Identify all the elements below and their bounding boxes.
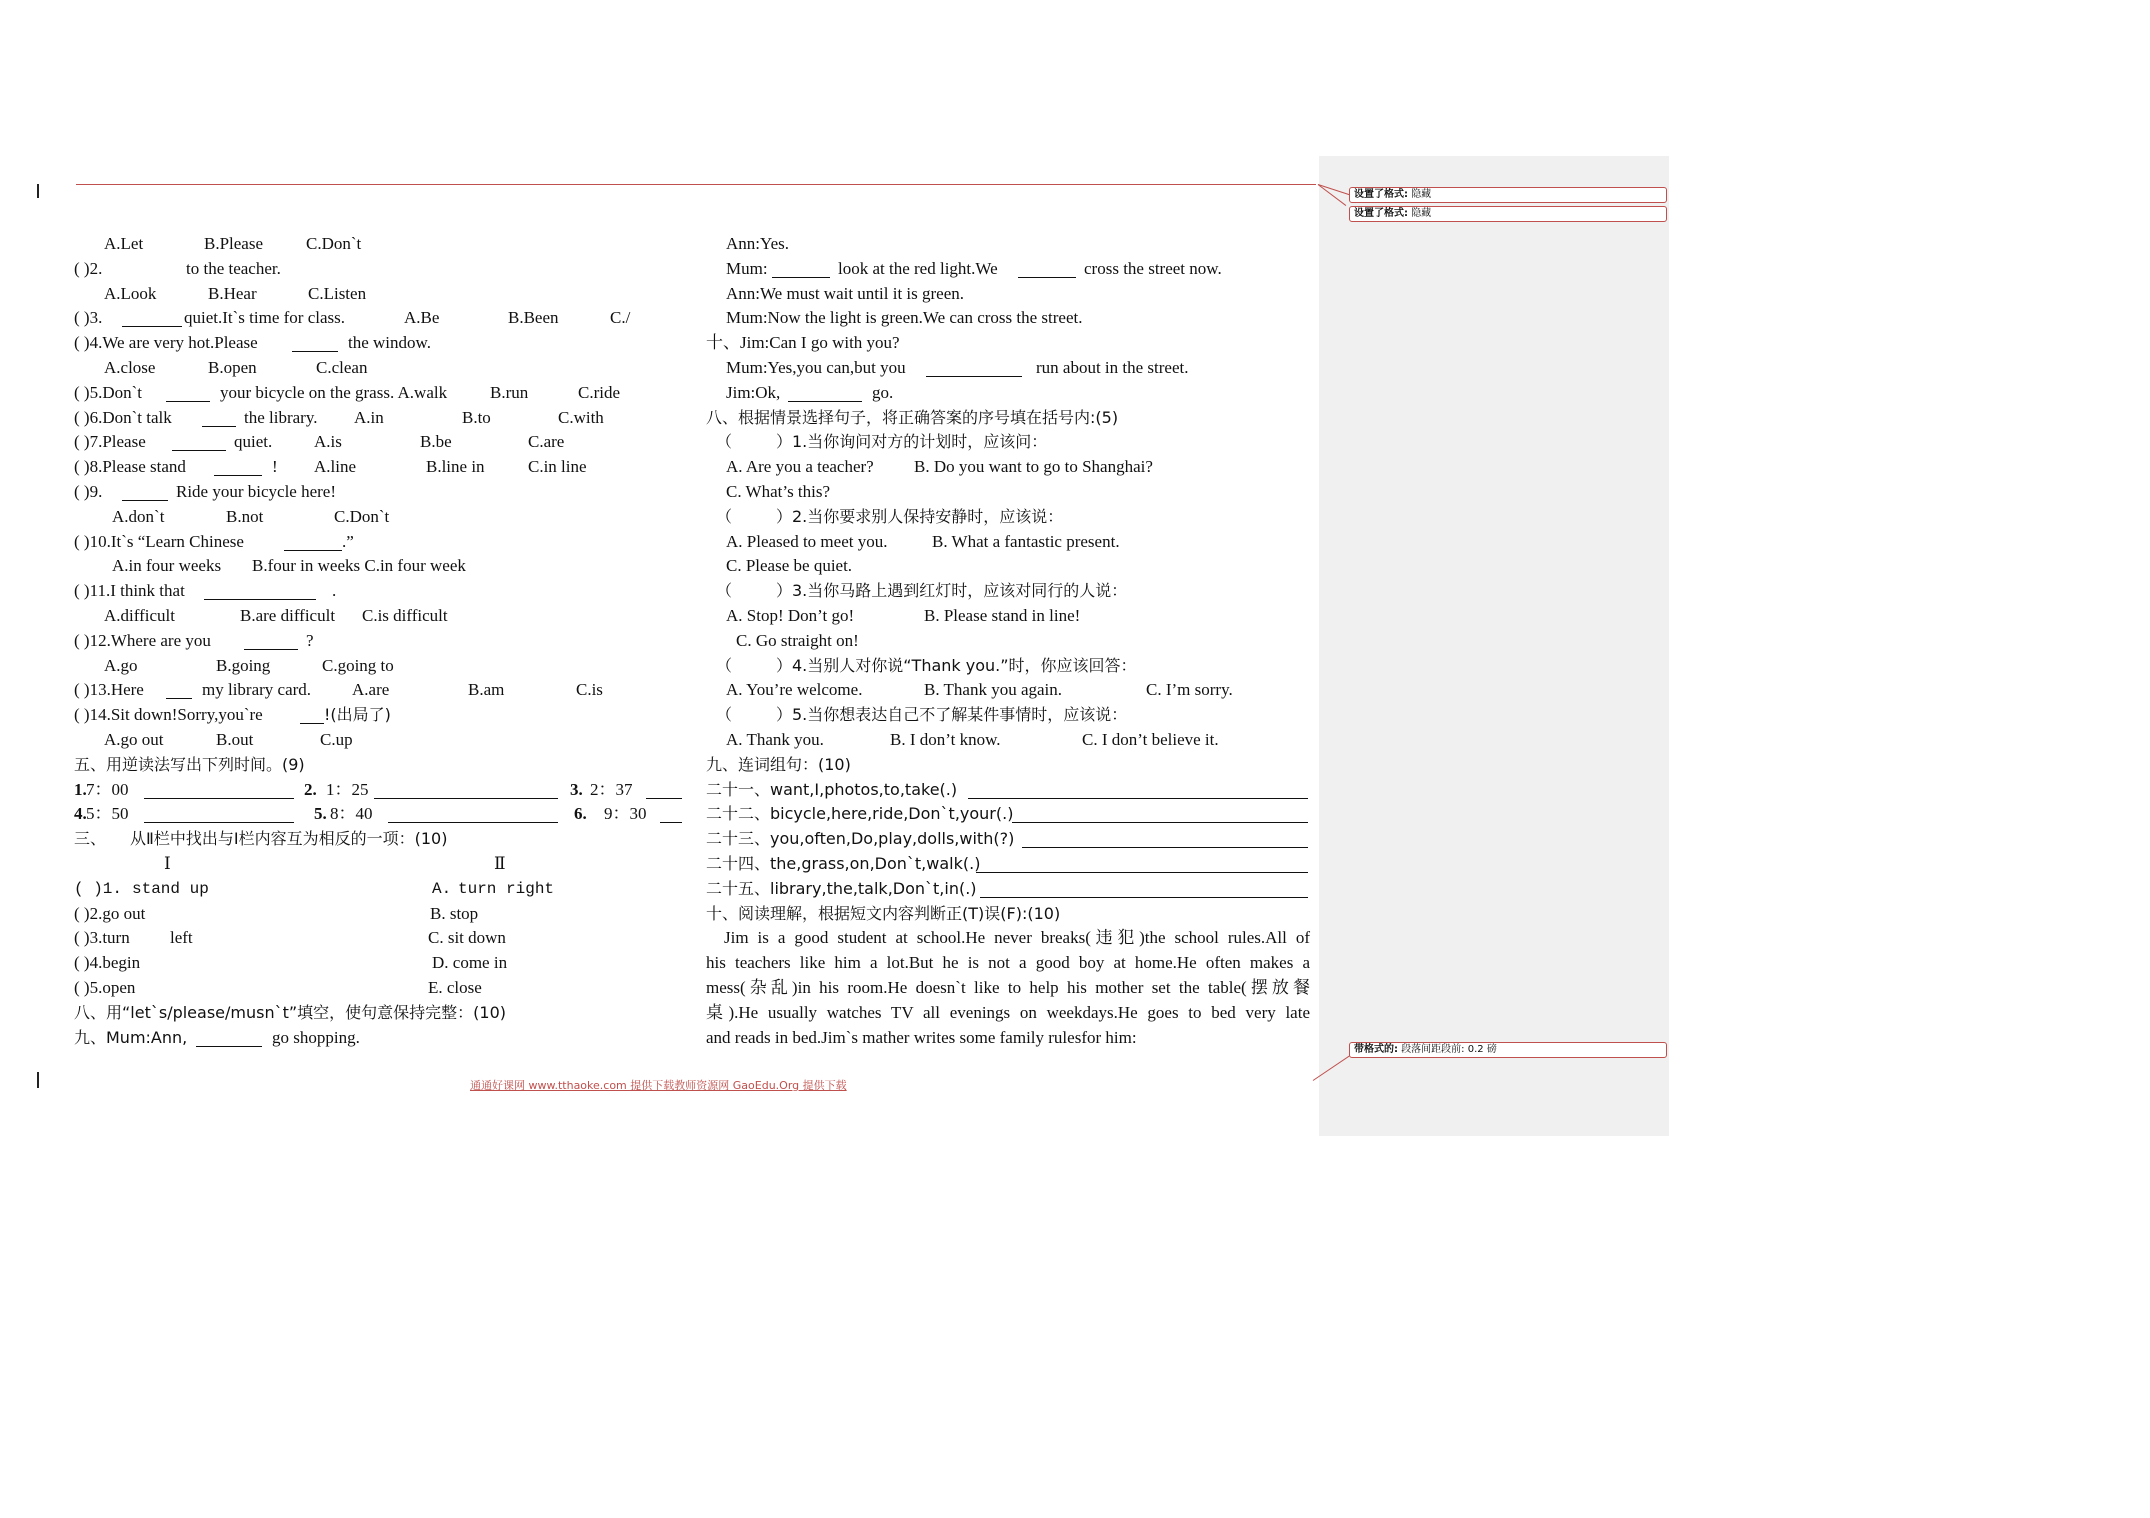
- left-column: [74, 232, 684, 1050]
- dialogue-line: [74, 1026, 684, 1051]
- option-line: [706, 629, 1316, 654]
- match-item: stand up: [132, 879, 209, 898]
- match-option: A.: [432, 879, 452, 898]
- section-title: 八、根据情景选择句子，将正确答案的序号填在括号内:(5): [706, 407, 1119, 427]
- option-c: C.with: [558, 407, 604, 427]
- option-c: C. I don’t believe it.: [1082, 729, 1219, 749]
- question-line: [74, 678, 684, 703]
- question-text: ( )11.I think that: [74, 581, 185, 601]
- option-b: B.line in: [426, 457, 485, 477]
- question-line: [74, 455, 684, 480]
- reading-text: Jim is a good student at school.He never breaks(违犯)the school rules.All of: [724, 928, 1310, 948]
- answer-blank[interactable]: [300, 705, 324, 724]
- answer-blank[interactable]: [292, 333, 338, 352]
- option-b: B.going: [216, 655, 271, 675]
- option-b: B.Hear: [208, 283, 257, 303]
- answer-blank[interactable]: [374, 780, 558, 799]
- answer-blank[interactable]: [1012, 804, 1308, 823]
- question-line: [74, 257, 684, 282]
- option-c: C. Please be quiet.: [726, 556, 853, 576]
- question-line: [706, 654, 1316, 679]
- match-row: [74, 926, 684, 951]
- question-text: to the teacher.: [186, 258, 281, 278]
- question-text: your bicycle on the grass. A.walk: [220, 382, 448, 402]
- reading-line: [706, 1001, 1316, 1026]
- option-line: [706, 604, 1316, 629]
- question-text: ?: [306, 630, 314, 650]
- option-a: A.go out: [104, 729, 164, 749]
- answer-blank[interactable]: [122, 482, 168, 501]
- option-b: B.be: [420, 432, 452, 452]
- question-text: .: [332, 581, 337, 601]
- balloon-label: 设置了格式:: [1354, 208, 1408, 219]
- balloon-value: 隐藏: [1411, 208, 1432, 219]
- option-a: A. Are you a teacher?: [726, 457, 874, 477]
- answer-blank[interactable]: [1022, 829, 1308, 848]
- answer-blank[interactable]: [166, 383, 210, 402]
- dialogue-text: Mum:: [726, 258, 768, 278]
- reading-text: mess(杂乱)in his room.He doesn`t like to help his mother set the table(摆放餐: [706, 977, 1310, 997]
- section-title: 八、用“let`s/please/musn`t”填空，使句意保持完整：(10): [74, 1002, 507, 1022]
- option-c: C.is difficult: [362, 605, 448, 625]
- option-line: [74, 554, 684, 579]
- match-row: [74, 877, 684, 902]
- question-number: ( )8.Please stand: [74, 457, 186, 477]
- match-item: ( )2.go out: [74, 903, 146, 923]
- option-c: C. I’m sorry.: [1146, 680, 1233, 700]
- option-c: C.Listen: [308, 283, 367, 303]
- match-option: C. sit down: [428, 928, 506, 948]
- option-b: B.Been: [508, 308, 559, 328]
- answer-blank[interactable]: [772, 259, 830, 278]
- option-line: [706, 678, 1316, 703]
- question-line: [74, 530, 684, 555]
- option-b: B. Please stand in line!: [924, 605, 1081, 625]
- question-text: quiet.: [234, 432, 273, 452]
- option-a: A.is: [314, 432, 342, 452]
- dialogue-line: [706, 331, 1316, 356]
- balloon-value: 隐藏: [1411, 189, 1432, 200]
- revision-line-top: [76, 184, 1316, 185]
- item-number: 3.: [570, 779, 583, 799]
- time-line: [74, 802, 684, 827]
- sentence-prompt: 二十四、the,grass,on,Don`t,walk(.): [706, 853, 981, 873]
- section-title: 十、阅读理解，根据短文内容判断正(T)误(F):(10): [706, 903, 1061, 923]
- dialogue-text: 十、Jim:Can I go with you?: [706, 333, 900, 353]
- answer-blank[interactable]: [980, 879, 1308, 898]
- option-line: [706, 728, 1316, 753]
- option-b: B.to: [462, 407, 491, 427]
- section-heading: [706, 753, 1316, 778]
- dialogue-text: run about in the street.: [1036, 357, 1189, 377]
- answer-blank[interactable]: [144, 804, 294, 823]
- option-a: A.close: [104, 357, 156, 377]
- question-line: [74, 703, 684, 728]
- option-line: [74, 604, 684, 629]
- answer-blank[interactable]: [1018, 259, 1076, 278]
- option-a: A.Be: [404, 308, 440, 328]
- margin-mark-bottom: [37, 1072, 39, 1088]
- answer-blank[interactable]: [202, 408, 236, 427]
- balloon-label: 设置了格式:: [1354, 189, 1408, 200]
- sentence-item: [706, 852, 1316, 877]
- item-number: 4.: [74, 804, 87, 824]
- answer-blank[interactable]: [284, 532, 342, 551]
- sentence-prompt: 二十二、bicycle,here,ride,Don`t,your(.): [706, 804, 1014, 824]
- question-text: ）2.当你要求别人保持安静时，应该说：: [776, 506, 1064, 526]
- question-number: ( )5.Don`t: [74, 382, 142, 402]
- question-text: ( )4.We are very hot.Please: [74, 333, 258, 353]
- question-number: ( )13.Here: [74, 680, 144, 700]
- dialogue-text: go.: [872, 382, 894, 402]
- reading-line: [706, 976, 1316, 1001]
- option-line: [74, 232, 684, 257]
- column-i-header: Ⅰ: [164, 853, 171, 873]
- reading-text: and reads in bed.Jim`s mather writes some family rulesfor him:: [706, 1027, 1137, 1047]
- question-number: ( )9.: [74, 481, 103, 501]
- option-line: [74, 282, 684, 307]
- section-title: 五、用逆读法写出下列时间。(9): [74, 754, 305, 774]
- question-line: [74, 381, 684, 406]
- answer-bracket: （: [716, 432, 733, 452]
- right-column: [706, 232, 1316, 1050]
- option-b: B. Do you want to go to Shanghai?: [914, 457, 1153, 477]
- question-text: quiet.It`s time for class.: [184, 308, 345, 328]
- dialogue-line: [706, 232, 1316, 257]
- option-c: C.are: [528, 432, 565, 452]
- dialogue-text: 九、Mum:Ann,: [74, 1027, 188, 1047]
- answer-bracket: （: [716, 655, 733, 675]
- answer-blank[interactable]: [660, 804, 682, 823]
- question-text: Ride your bicycle here!: [176, 481, 337, 501]
- question-text: ( )14.Sit down!Sorry,you`re: [74, 705, 263, 725]
- option-a: A.don`t: [112, 506, 165, 526]
- question-text: ）5.当你想表达自己不了解某件事情时，应该说：: [776, 705, 1128, 725]
- option-c: C.clean: [316, 357, 368, 377]
- time-line: [74, 778, 684, 803]
- answer-blank[interactable]: [646, 780, 682, 799]
- sentence-prompt: 二十一、want,I,photos,to,take(.): [706, 779, 958, 799]
- option-b: B. Thank you again.: [924, 680, 1063, 700]
- section-heading: [706, 902, 1316, 927]
- dialogue-text: Ann:Yes.: [726, 234, 789, 253]
- question-line: [74, 306, 684, 331]
- match-option: D. come in: [432, 953, 508, 973]
- question-line: [74, 480, 684, 505]
- time-value: 9：30: [604, 804, 647, 824]
- revision-balloon[interactable]: [1349, 206, 1667, 222]
- dialogue-line: [706, 356, 1316, 381]
- question-line: [706, 430, 1316, 455]
- match-item: left: [170, 928, 193, 948]
- match-item: ( )4.begin: [74, 953, 141, 973]
- markup-pane: [1319, 156, 1669, 1136]
- time-value: 5：50: [86, 804, 129, 824]
- option-b: B.out: [216, 729, 254, 749]
- answer-blank[interactable]: [244, 631, 298, 650]
- item-number: 5.: [314, 804, 327, 824]
- option-c: C.Don`t: [334, 506, 390, 526]
- option-b: B.four in weeks C.in four week: [252, 556, 466, 576]
- option-line: [706, 530, 1316, 555]
- section-heading: [706, 406, 1316, 431]
- option-a: A.in four weeks: [112, 556, 222, 576]
- match-item: ( )3.turn: [74, 928, 130, 948]
- revision-balloon[interactable]: [1349, 187, 1667, 203]
- revision-balloon[interactable]: [1349, 1042, 1667, 1058]
- option-c: C./: [610, 308, 631, 328]
- dialogue-text: cross the street now.: [1084, 258, 1222, 278]
- option-a: A.are: [352, 680, 390, 700]
- answer-blank[interactable]: [122, 308, 182, 327]
- match-row: [74, 902, 684, 927]
- question-number: ( )2.: [74, 258, 103, 278]
- question-number: ( )6.Don`t talk: [74, 407, 172, 427]
- column-headers: [74, 852, 684, 877]
- reading-line: [706, 951, 1316, 976]
- question-line: [74, 579, 684, 604]
- question-text: ）3.当你马路上遇到红灯时，应该对同行的人说：: [776, 581, 1128, 601]
- option-a: A.Look: [104, 283, 157, 303]
- time-value: 1：25: [326, 779, 369, 799]
- dialogue-line: [706, 306, 1316, 331]
- sentence-item: [706, 877, 1316, 902]
- answer-blank[interactable]: [166, 680, 192, 699]
- question-text: !: [272, 457, 278, 477]
- option-line: [74, 356, 684, 381]
- answer-blank[interactable]: [388, 804, 558, 823]
- column-ii-header: Ⅱ: [494, 853, 506, 873]
- option-a: A.line: [314, 457, 357, 477]
- option-line: [706, 455, 1316, 480]
- option-a: A. Pleased to meet you.: [726, 531, 888, 551]
- time-value: 2：37: [590, 779, 633, 799]
- sentence-item: [706, 802, 1316, 827]
- answer-blank[interactable]: [172, 432, 226, 451]
- dialogue-line: [706, 257, 1316, 282]
- option-line: [74, 654, 684, 679]
- item-number: 1.: [74, 779, 87, 799]
- option-a: A. Stop! Don’t go!: [726, 605, 855, 625]
- dialogue-text: look at the red light.We: [838, 258, 998, 278]
- option-c: C.ride: [578, 382, 621, 402]
- question-text: my library card.: [202, 680, 312, 700]
- option-b: B.am: [468, 680, 505, 700]
- item-number: 2.: [304, 779, 317, 799]
- margin-mark-top: [37, 184, 39, 198]
- question-text: !(出局了): [324, 705, 391, 725]
- question-line: [74, 629, 684, 654]
- reading-text: his teachers like him a lot.But he is not a good boy at home.He often makes a: [706, 953, 1310, 973]
- section-title: 九、连词组句：(10): [706, 754, 851, 774]
- option-b: B.are difficult: [240, 605, 336, 625]
- question-line: [706, 505, 1316, 530]
- dialogue-text: Jim:Ok,: [726, 382, 781, 402]
- option-line: [706, 554, 1316, 579]
- dialogue-text: Mum:Now the light is green.We can cross the street.: [726, 308, 1083, 328]
- option-c: C.is: [576, 680, 603, 700]
- option-c: C.going to: [322, 655, 394, 675]
- time-value: 7：00: [86, 779, 129, 799]
- question-text: the library.: [244, 407, 318, 427]
- option-b: B.open: [208, 357, 257, 377]
- balloon-label: 带格式的:: [1354, 1044, 1398, 1055]
- balloon-value: 段落间距段前: 0.2 磅: [1401, 1044, 1497, 1055]
- question-text: ( )12.Where are you: [74, 630, 211, 650]
- question-text: ）4.当别人对你说“Thank you.”时，你应该回答：: [776, 655, 1137, 675]
- question-line: [74, 331, 684, 356]
- answer-blank[interactable]: [788, 383, 862, 402]
- option-c: C. Go straight on!: [736, 630, 859, 650]
- dialogue-text: Mum:Yes,you can,but you: [726, 357, 906, 377]
- dialogue-text: Ann:We must wait until it is green.: [726, 283, 965, 303]
- answer-blank[interactable]: [926, 358, 1022, 377]
- question-line: [74, 430, 684, 455]
- option-b: B. I don’t know.: [890, 729, 1001, 749]
- option-c: C.in line: [528, 457, 587, 477]
- match-item: ( )1.: [74, 879, 123, 898]
- option-b: B.Please: [204, 234, 264, 253]
- question-number: ( )7.Please: [74, 432, 146, 452]
- match-row: [74, 976, 684, 1001]
- option-line: [74, 728, 684, 753]
- dialogue-line: [706, 381, 1316, 406]
- answer-blank[interactable]: [214, 457, 262, 476]
- match-option: B. stop: [430, 903, 479, 923]
- answer-bracket: （: [716, 581, 733, 601]
- answer-bracket: （: [716, 705, 733, 725]
- option-b: B. What a fantastic present.: [932, 531, 1120, 551]
- option-c: C.Don`t: [306, 234, 362, 253]
- option-a: A.in: [354, 407, 384, 427]
- time-value: 8：40: [330, 804, 373, 824]
- reading-line: [706, 926, 1316, 951]
- answer-blank[interactable]: [204, 581, 316, 600]
- sentence-prompt: 二十五、library,the,talk,Don`t,in(.): [706, 878, 977, 898]
- section-title: 从Ⅱ栏中找出与Ⅰ栏内容互为相反的一项：(10): [130, 829, 448, 849]
- section-number: 三、: [74, 829, 107, 849]
- option-b: B.run: [490, 382, 529, 402]
- match-row: [74, 951, 684, 976]
- option-a: A. Thank you.: [726, 729, 824, 749]
- option-line: [706, 480, 1316, 505]
- answer-blank[interactable]: [196, 1028, 262, 1047]
- match-item: ( )5.open: [74, 977, 136, 997]
- match-option: E. close: [428, 977, 482, 997]
- question-line: [706, 703, 1316, 728]
- sentence-item: [706, 827, 1316, 852]
- question-line: [706, 579, 1316, 604]
- option-a: A.Let: [104, 234, 144, 253]
- answer-blank[interactable]: [968, 780, 1308, 799]
- option-a: A.difficult: [104, 605, 175, 625]
- option-c: C.up: [320, 729, 353, 749]
- section-heading: [74, 1001, 684, 1026]
- question-text: ( )10.It`s “Learn Chinese: [74, 531, 244, 551]
- item-number: 6.: [574, 804, 587, 824]
- sentence-item: [706, 778, 1316, 803]
- question-text: ）1.当你询问对方的计划时，应该问：: [776, 432, 1048, 452]
- question-text: .”: [342, 531, 354, 551]
- option-a: A. You’re welcome.: [726, 680, 863, 700]
- reading-text: 桌).He usually watches TV all evenings on weekdays.He goes to bed very late: [706, 1002, 1310, 1022]
- question-number: ( )3.: [74, 308, 103, 328]
- match-option: turn right: [458, 879, 555, 898]
- dialogue-text: go shopping.: [272, 1027, 360, 1047]
- question-line: [74, 406, 684, 431]
- sentence-prompt: 二十三、you,often,Do,play,dolls,with(?): [706, 829, 1015, 849]
- dialogue-line: [706, 282, 1316, 307]
- section-heading: [74, 827, 684, 852]
- option-b: B.not: [226, 506, 264, 526]
- option-c: C. What’s this?: [726, 481, 831, 501]
- answer-blank[interactable]: [144, 780, 294, 799]
- reading-line: [706, 1026, 1316, 1051]
- option-line: [74, 505, 684, 530]
- answer-blank[interactable]: [976, 854, 1308, 873]
- page-footer[interactable]: 通通好课网 www.tthaoke.com 提供下载教师资源网 GaoEdu.Org 提供下载: [470, 1079, 847, 1092]
- option-a: A.go: [104, 655, 138, 675]
- section-heading: [74, 753, 684, 778]
- question-text: the window.: [348, 333, 431, 353]
- answer-bracket: （: [716, 506, 733, 526]
